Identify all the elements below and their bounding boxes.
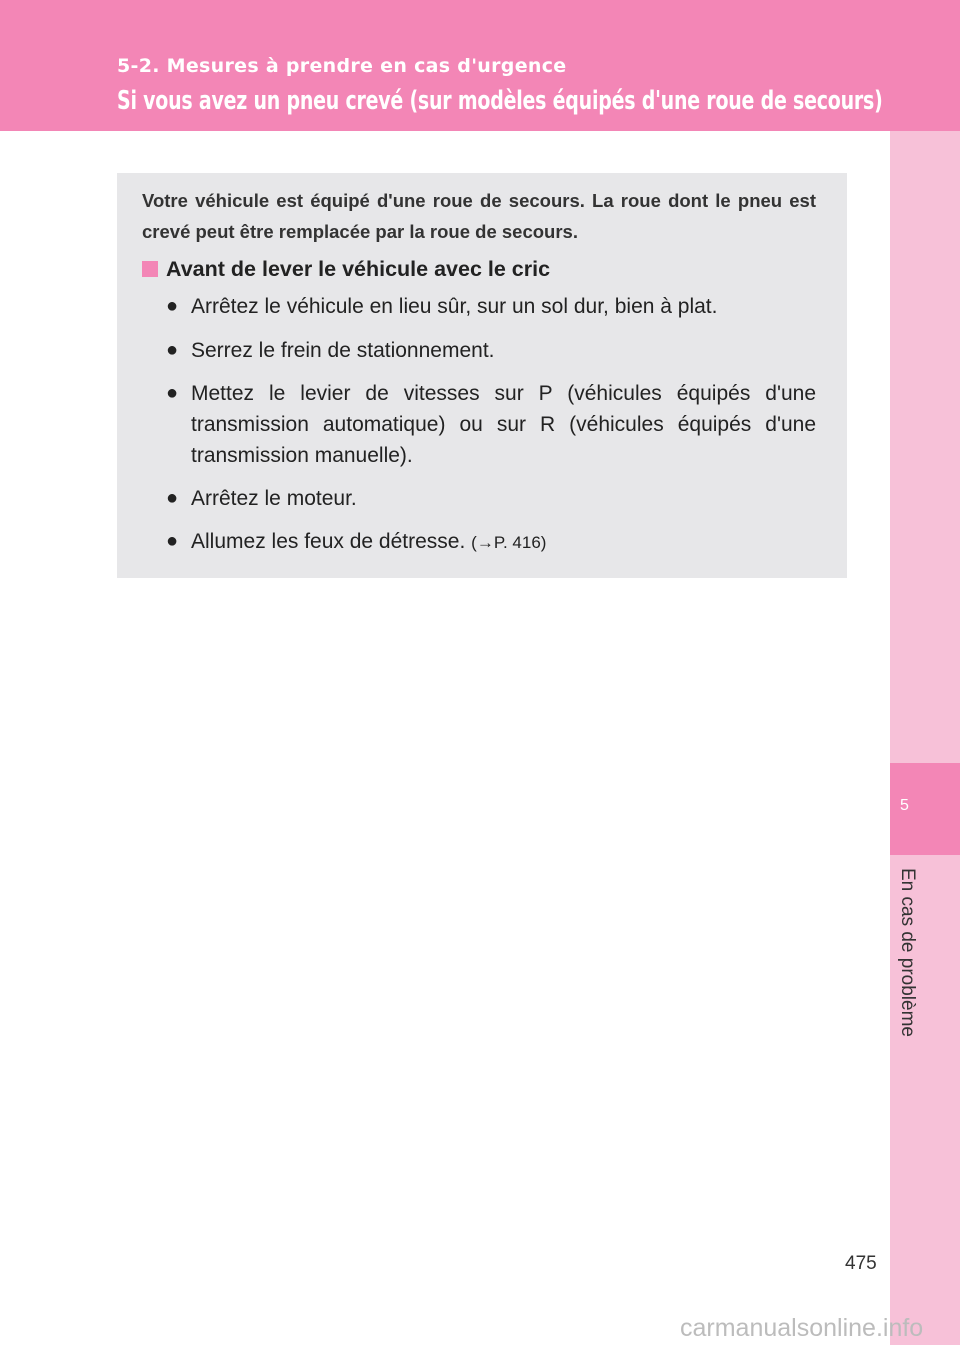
chapter-side-tab xyxy=(890,131,960,1345)
list-item-text: Mettez le levier de vitesses sur P (véhicules équipés d'une transmission automatique) ou sur R (véhicules équipés d'une transmission manuelle). xyxy=(191,382,816,467)
list-item xyxy=(166,378,816,471)
info-box xyxy=(117,173,847,578)
bullet-dot-icon: ● xyxy=(166,295,179,317)
page-header xyxy=(0,0,960,131)
watermark: carmanualsonline.info xyxy=(680,1314,924,1342)
chapter-title: En cas de problème xyxy=(897,868,918,1037)
list-item-text-wrap xyxy=(191,526,816,558)
page-reference-link[interactable]: (→P. 416) xyxy=(471,533,547,552)
page-title: Si vous avez un pneu crevé (sur modèles équipés d'une roue de secours) xyxy=(117,86,883,116)
page-number: 475 xyxy=(845,1253,877,1274)
list-item-text: Arrêtez le moteur. xyxy=(191,487,357,510)
list-item-text: Allumez les feux de détresse. xyxy=(191,530,466,553)
bullet-dot-icon: ● xyxy=(166,487,179,509)
intro-paragraph: Votre véhicule est équipé d'une roue de secours. La roue dont le pneu est crevé peut être remplacée par la roue de secours. xyxy=(142,190,816,242)
square-bullet-icon xyxy=(142,261,158,277)
subheading xyxy=(142,257,550,282)
bullet-dot-icon: ● xyxy=(166,339,179,361)
subheading-text: Avant de lever le véhicule avec le cric xyxy=(166,257,551,281)
list-item xyxy=(166,483,816,514)
bullet-dot-icon: ● xyxy=(166,530,179,552)
bullet-dot-icon: ● xyxy=(166,382,179,404)
chapter-number: 5 xyxy=(900,797,909,814)
list-item-text: Arrêtez le véhicule en lieu sûr, sur un sol dur, bien à plat. xyxy=(191,295,718,318)
list-item xyxy=(166,335,816,366)
list-item xyxy=(166,526,816,558)
list-item xyxy=(166,291,816,322)
list-item-text: Serrez le frein de stationnement. xyxy=(191,339,495,362)
section-label: 5-2. Mesures à prendre en cas d'urgence xyxy=(117,55,567,77)
